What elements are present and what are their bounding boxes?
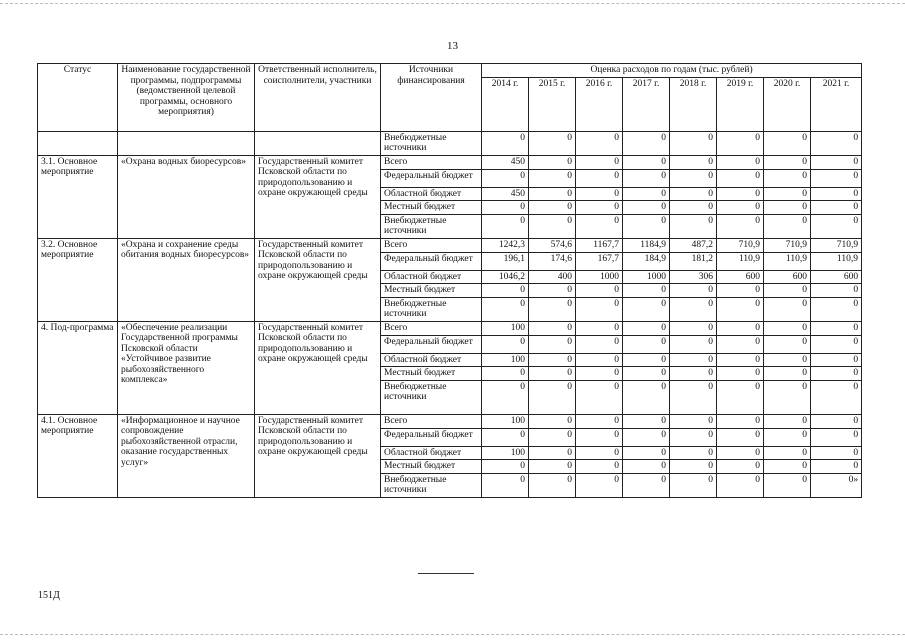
responsible-cell: Государственный комитет Псковской области по природопользованию и охране окружающей среды [255,321,381,414]
source-cell: Местный бюджет [381,460,482,474]
value-cell: 0 [717,284,764,298]
value-cell: 0 [623,414,670,428]
value-cell: 0 [811,131,862,155]
value-cell: 0 [529,473,576,497]
value-cell: 0 [482,214,529,238]
value-cell: 174,6 [529,252,576,270]
value-cell: 0 [529,297,576,321]
value-cell: 0 [811,353,862,367]
value-cell: 0 [670,414,717,428]
value-cell: 110,9 [717,252,764,270]
value-cell: 0 [576,367,623,381]
value-cell: 0 [670,446,717,460]
value-cell: 0 [482,131,529,155]
header-year: 2016 г. [576,77,623,131]
value-cell: 0 [576,297,623,321]
source-cell: Всего [381,321,482,335]
value-cell: 1046,2 [482,270,529,284]
value-cell: 0 [529,214,576,238]
value-cell: 0 [670,131,717,155]
value-cell: 110,9 [764,252,811,270]
source-cell: Всего [381,414,482,428]
value-cell: 0 [623,297,670,321]
value-cell: 0 [576,335,623,353]
value-cell: 710,9 [764,238,811,252]
value-cell: 1000 [576,270,623,284]
value-cell: 0 [717,460,764,474]
source-cell: Внебюджетные источники [381,473,482,497]
value-cell: 0 [717,201,764,215]
value-cell: 0 [717,414,764,428]
header-year: 2019 г. [717,77,764,131]
source-cell: Областной бюджет [381,446,482,460]
value-cell: 0 [623,201,670,215]
value-cell: 184,9 [623,252,670,270]
source-cell: Федеральный бюджет [381,252,482,270]
value-cell: 710,9 [717,238,764,252]
status-cell: 4.1. Основное мероприятие [38,414,118,497]
source-cell: Областной бюджет [381,270,482,284]
value-cell: 0 [764,201,811,215]
footer-code: 151Д [38,590,60,601]
value-cell: 0 [764,131,811,155]
value-cell: 167,7 [576,252,623,270]
value-cell: 400 [529,270,576,284]
value-cell: 0 [576,380,623,414]
value-cell: 1242,3 [482,238,529,252]
value-cell: 0 [764,380,811,414]
value-cell: 0 [576,446,623,460]
value-cell: 0 [576,187,623,201]
value-cell: 0 [482,169,529,187]
value-cell: 0 [764,473,811,497]
value-cell: 0 [576,460,623,474]
value-cell: 0 [576,214,623,238]
value-cell: 0 [482,380,529,414]
source-cell: Внебюджетные источники [381,214,482,238]
value-cell: 0 [529,187,576,201]
source-cell: Федеральный бюджет [381,169,482,187]
value-cell: 0 [717,367,764,381]
status-cell: 3.1. Основное мероприятие [38,155,118,238]
value-cell: 0 [670,321,717,335]
value-cell: 0 [764,414,811,428]
budget-table [37,63,862,498]
source-cell: Местный бюджет [381,367,482,381]
source-cell: Областной бюджет [381,353,482,367]
value-cell: 0 [482,284,529,298]
value-cell: 450 [482,187,529,201]
empty-cell [38,131,118,155]
value-cell: 0 [670,367,717,381]
value-cell: 0 [576,353,623,367]
value-cell: 0 [717,473,764,497]
value-cell: 0 [811,201,862,215]
scan-edge-bottom [0,634,905,635]
value-cell: 100 [482,446,529,460]
value-cell: 0 [670,335,717,353]
program-name-cell: «Охрана и сохранение среды обитания водных биоресурсов» [118,238,255,321]
value-cell: 487,2 [670,238,717,252]
value-cell: 710,9 [811,238,862,252]
value-cell: 0 [764,446,811,460]
value-cell: 0 [576,414,623,428]
value-cell: 0 [764,335,811,353]
value-cell: 0 [811,335,862,353]
value-cell: 0 [717,446,764,460]
table-row [38,321,862,335]
value-cell: 0 [764,284,811,298]
value-cell: 0 [670,380,717,414]
value-cell: 450 [482,155,529,169]
value-cell: 0 [623,169,670,187]
value-cell: 181,2 [670,252,717,270]
source-cell: Областной бюджет [381,187,482,201]
value-cell: 0 [670,428,717,446]
value-cell: 100 [482,353,529,367]
value-cell: 0 [529,353,576,367]
source-cell: Федеральный бюджет [381,428,482,446]
value-cell: 0 [764,214,811,238]
value-cell: 0 [482,297,529,321]
table-row [38,155,862,169]
value-cell: 0 [529,367,576,381]
program-name-cell: «Охрана водных биоресурсов» [118,155,255,238]
value-cell: 0 [623,155,670,169]
value-cell: 100 [482,414,529,428]
value-cell: 0 [764,428,811,446]
header-estimate: Оценка расходов по годам (тыс. рублей) [482,64,862,78]
status-cell: 4. Под-программа [38,321,118,414]
value-cell: 0 [623,284,670,298]
header-year: 2020 г. [764,77,811,131]
value-cell: 0 [764,155,811,169]
program-name-cell: «Обеспечение реализации Государственной программы Псковской области «Устойчивое развитие рыбохозяйственного комплекса» [118,321,255,414]
value-cell: 0 [482,335,529,353]
empty-cell [255,131,381,155]
value-cell: 0 [623,380,670,414]
value-cell: 0 [717,353,764,367]
value-cell: 0 [623,131,670,155]
value-cell: 0 [529,335,576,353]
value-cell: 0 [811,297,862,321]
value-cell: 0 [482,460,529,474]
value-cell: 0 [670,460,717,474]
header-sources: Источники финансирования [381,64,482,132]
header-year: 2017 г. [623,77,670,131]
value-cell: 0 [623,321,670,335]
value-cell: 0 [623,367,670,381]
value-cell: 0 [811,428,862,446]
value-cell: 0 [811,414,862,428]
header-name: Наименование государственной программы, подпрограммы (ведомственной целевой программы, основного мероприятия) [118,64,255,132]
program-name-cell: «Информационное и научное сопровождение рыбохозяйственной отрасли, оказание государственных услуг» [118,414,255,497]
value-cell: 0 [670,187,717,201]
value-cell: 0 [482,428,529,446]
value-cell: 0 [764,460,811,474]
header-year: 2021 г. [811,77,862,131]
value-cell: 0 [529,321,576,335]
value-cell: 0 [529,201,576,215]
value-cell: 0 [576,473,623,497]
value-cell: 0 [764,353,811,367]
value-cell: 0 [576,428,623,446]
value-cell: 1167,7 [576,238,623,252]
responsible-cell: Государственный комитет Псковской области по природопользованию и охране окружающей среды [255,155,381,238]
value-cell: 0 [623,353,670,367]
value-cell: 0 [811,284,862,298]
source-cell: Внебюджетные источники [381,297,482,321]
value-cell: 600 [717,270,764,284]
header-year: 2014 г. [482,77,529,131]
value-cell: 0 [576,169,623,187]
value-cell: 0 [576,131,623,155]
source-cell: Внебюджетные источники [381,131,482,155]
value-cell: 0 [623,473,670,497]
value-cell: 0 [717,169,764,187]
value-cell: 0 [811,187,862,201]
source-cell: Всего [381,238,482,252]
value-cell: 0 [811,155,862,169]
source-cell: Всего [381,155,482,169]
source-cell: Местный бюджет [381,201,482,215]
table-row [38,238,862,252]
value-cell: 0 [717,131,764,155]
value-cell: 0 [670,297,717,321]
value-cell: 574,6 [529,238,576,252]
value-cell: 0 [529,380,576,414]
status-cell: 3.2. Основное мероприятие [38,238,118,321]
value-cell: 0 [764,187,811,201]
value-cell: 100 [482,321,529,335]
value-cell: 0 [811,321,862,335]
value-cell: 0 [576,201,623,215]
value-cell: 0 [764,321,811,335]
table-row [38,414,862,428]
responsible-cell: Государственный комитет Псковской области по природопользованию и охране окружающей среды [255,238,381,321]
value-cell: 0 [717,321,764,335]
value-cell: 600 [811,270,862,284]
footer-rule [418,573,474,574]
value-cell: 0» [811,473,862,497]
source-cell: Местный бюджет [381,284,482,298]
value-cell: 0 [717,297,764,321]
value-cell: 0 [623,460,670,474]
value-cell: 0 [670,473,717,497]
value-cell: 0 [764,169,811,187]
empty-cell [118,131,255,155]
value-cell: 0 [576,321,623,335]
value-cell: 0 [482,367,529,381]
responsible-cell: Государственный комитет Псковской области по природопользованию и охране окружающей среды [255,414,381,497]
page-number: 13 [447,40,458,52]
header-responsible: Ответственный исполнитель, соисполнители, участники [255,64,381,132]
value-cell: 0 [717,155,764,169]
value-cell: 0 [529,446,576,460]
value-cell: 0 [717,214,764,238]
value-cell: 0 [529,428,576,446]
value-cell: 0 [717,187,764,201]
value-cell: 0 [717,335,764,353]
value-cell: 1000 [623,270,670,284]
value-cell: 0 [717,380,764,414]
value-cell: 0 [529,155,576,169]
value-cell: 0 [529,460,576,474]
value-cell: 0 [811,214,862,238]
value-cell: 110,9 [811,252,862,270]
value-cell: 306 [670,270,717,284]
value-cell: 0 [623,446,670,460]
header-year: 2018 г. [670,77,717,131]
value-cell: 1184,9 [623,238,670,252]
value-cell: 0 [623,187,670,201]
value-cell: 0 [670,169,717,187]
value-cell: 0 [717,428,764,446]
value-cell: 196,1 [482,252,529,270]
value-cell: 0 [670,353,717,367]
value-cell: 0 [482,201,529,215]
value-cell: 0 [764,367,811,381]
value-cell: 0 [670,284,717,298]
value-cell: 0 [811,169,862,187]
value-cell: 0 [811,460,862,474]
value-cell: 0 [529,131,576,155]
value-cell: 0 [529,284,576,298]
value-cell: 0 [764,297,811,321]
value-cell: 0 [670,155,717,169]
header-status: Статус [38,64,118,132]
value-cell: 0 [623,214,670,238]
value-cell: 0 [529,414,576,428]
scan-edge-top [0,3,905,4]
value-cell: 0 [670,214,717,238]
value-cell: 0 [670,201,717,215]
value-cell: 0 [623,428,670,446]
value-cell: 0 [576,284,623,298]
value-cell: 0 [811,367,862,381]
value-cell: 600 [764,270,811,284]
value-cell: 0 [482,473,529,497]
value-cell: 0 [576,155,623,169]
value-cell: 0 [811,380,862,414]
source-cell: Федеральный бюджет [381,335,482,353]
value-cell: 0 [811,446,862,460]
header-year: 2015 г. [529,77,576,131]
source-cell: Внебюджетные источники [381,380,482,414]
value-cell: 0 [529,169,576,187]
value-cell: 0 [623,335,670,353]
